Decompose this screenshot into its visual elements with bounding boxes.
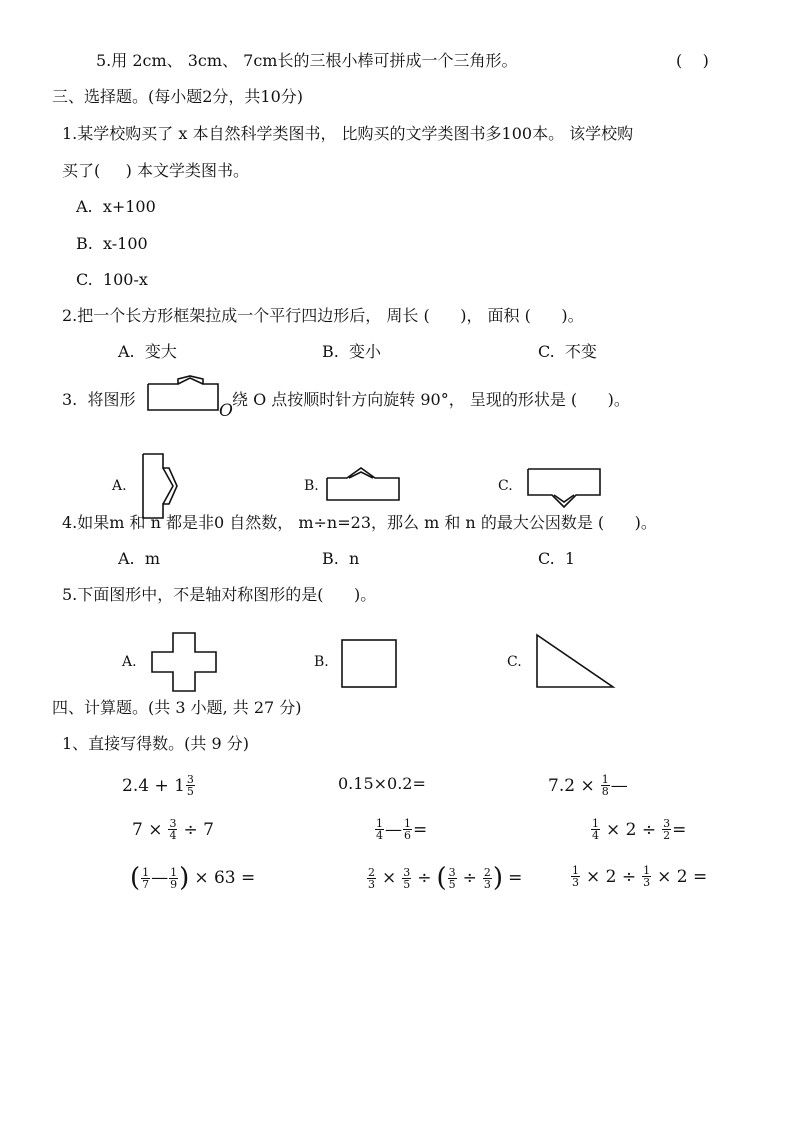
expr-part: 2.4 + 1 (122, 775, 185, 796)
calc-r1c1 (122, 774, 196, 797)
denominator: 6 (404, 829, 411, 842)
point-o-label: O (219, 401, 233, 421)
fraction (601, 774, 610, 797)
fraction (662, 818, 671, 841)
question-3-before: 3. 将图形 (62, 390, 136, 409)
calc-r2c1 (132, 818, 214, 841)
q3-option-c-label: C. (498, 478, 513, 494)
calc-r1c3 (548, 774, 628, 797)
q3-option-a-label: A. (112, 478, 127, 494)
square-figure (342, 640, 398, 690)
right-paren: ) (179, 863, 190, 893)
operator: × 2 ÷ (586, 866, 637, 887)
calc-r3c1 (130, 865, 255, 891)
question-3-after: 绕 O 点按顺时针方向旋转 90°， 呈现的形状是 ( )。 (232, 390, 630, 409)
fraction (402, 867, 411, 890)
numerator: 3 (186, 773, 194, 786)
numerator: 2 (368, 865, 375, 879)
q3-option-a-figure (143, 454, 183, 518)
fraction (403, 818, 412, 841)
numerator: 1 (601, 773, 609, 786)
q3-option-b-label: B. (304, 478, 319, 494)
fraction (448, 867, 457, 890)
calc-r1c2 (338, 774, 426, 794)
numerator: 3 (169, 817, 177, 830)
q4-option-c: C. 1 (538, 549, 576, 568)
question-1-line1: 1.某学校购买了 x 本自然科学类图书， 比购买的文学类图书多100本。 该学校购 (62, 124, 634, 143)
section-title: 三、选择题。(每小题2分，共10分) (52, 87, 304, 106)
denominator: 3 (643, 876, 651, 889)
right-triangle-figure (536, 634, 616, 690)
q5-option-b-label: B. (314, 654, 329, 670)
q3-option-c-figure (528, 469, 603, 509)
calc-r2c2 (374, 818, 427, 841)
fraction (375, 818, 384, 841)
q4-option-b: B. n (322, 549, 360, 568)
q2-option-a: A. 变大 (118, 342, 177, 361)
numerator: 1 (592, 817, 599, 830)
right-paren: ) (492, 863, 504, 893)
denominator: 2 (663, 829, 671, 842)
numerator: 1 (142, 865, 150, 879)
numerator: 1 (643, 864, 651, 877)
denominator: 3 (572, 876, 579, 889)
denominator: 9 (170, 877, 178, 891)
question-1-line2: 买了( ) 本文学类图书。 (62, 161, 250, 180)
numerator: 3 (448, 865, 456, 879)
q1-option-a: A. x+100 (76, 197, 156, 216)
numerator: 1 (170, 865, 178, 879)
fraction (186, 774, 195, 797)
calc-r3c2 (366, 865, 522, 891)
expr-part: 0.15×0.2= (338, 774, 426, 793)
denominator: 5 (403, 877, 411, 891)
operator: ÷ (417, 868, 432, 888)
denominator: 5 (186, 785, 194, 798)
question-5: 5.下面图形中，不是轴对称图形的是( )。 (62, 585, 377, 604)
denominator: 5 (448, 877, 456, 891)
q3-option-b-figure (327, 466, 402, 502)
expr-part: 7 × (132, 819, 163, 840)
fraction (591, 818, 600, 841)
fraction (168, 818, 177, 841)
calc-r2c3 (590, 818, 686, 841)
fraction (141, 867, 150, 890)
denominator: 4 (592, 829, 599, 842)
expr-part: — (385, 819, 402, 840)
denominator: 3 (368, 877, 375, 891)
expr-part: = (672, 819, 687, 840)
section-4-title: 四、计算题。(共 3 小题, 共 27 分) (52, 698, 302, 717)
numerator: 3 (403, 865, 411, 879)
question-2: 2.把一个长方形框架拉成一个平行四边形后， 周长 ( )， 面积 ( )。 (62, 306, 584, 325)
left-paren: ( (130, 863, 141, 893)
expr-part: 7.2 × (548, 775, 595, 796)
q5-option-c-label: C. (507, 654, 522, 670)
numerator: 3 (663, 817, 671, 830)
numerator: 1 (376, 817, 383, 830)
q2-option-c: C. 不变 (538, 342, 597, 361)
denominator: 4 (169, 829, 177, 842)
numerator: 1 (404, 817, 411, 830)
operator: × (382, 868, 397, 888)
subsection-title: 1、直接写得数。(共 9 分) (62, 734, 250, 753)
tf-question-5: 5.用 2cm、 3cm、 7cm长的三根小棒可拼成一个三角形。 (96, 51, 518, 70)
fraction (169, 867, 178, 890)
numerator: 2 (483, 865, 491, 879)
denominator: 8 (601, 785, 609, 798)
fraction (642, 865, 651, 888)
denominator: 4 (376, 829, 383, 842)
denominator: 7 (142, 877, 150, 891)
q4-option-a: A. m (118, 549, 160, 568)
numerator: 1 (572, 864, 579, 877)
q1-option-b: B. x-100 (76, 234, 148, 253)
rotate-source-figure (148, 376, 228, 416)
cross-figure (152, 633, 218, 693)
expr-part: × 2 ÷ (606, 819, 657, 840)
fraction (571, 865, 580, 888)
calc-r3c3 (570, 865, 707, 888)
q1-option-c: C. 100-x (76, 270, 148, 289)
fraction (367, 867, 376, 890)
expr-part: — (610, 775, 628, 796)
answer-bracket: ( ) (676, 51, 709, 70)
fraction (483, 867, 492, 890)
expr-part: ÷ 7 (183, 819, 214, 840)
left-paren: ( (436, 863, 447, 893)
expr-part: — (151, 868, 169, 888)
operator: ÷ (462, 868, 477, 888)
expr-part: × 2 = (657, 866, 708, 887)
expr-part: = (413, 819, 428, 840)
q2-option-b: B. 变小 (322, 342, 382, 361)
question-4: 4.如果m 和 n 都是非0 自然数， m÷n=23，那么 m 和 n 的最大公因数是 ( )。 (62, 513, 657, 532)
expr-part: = (508, 868, 523, 888)
q5-option-a-label: A. (122, 654, 137, 670)
expr-part: × 63 = (194, 868, 256, 888)
denominator: 3 (483, 877, 491, 891)
